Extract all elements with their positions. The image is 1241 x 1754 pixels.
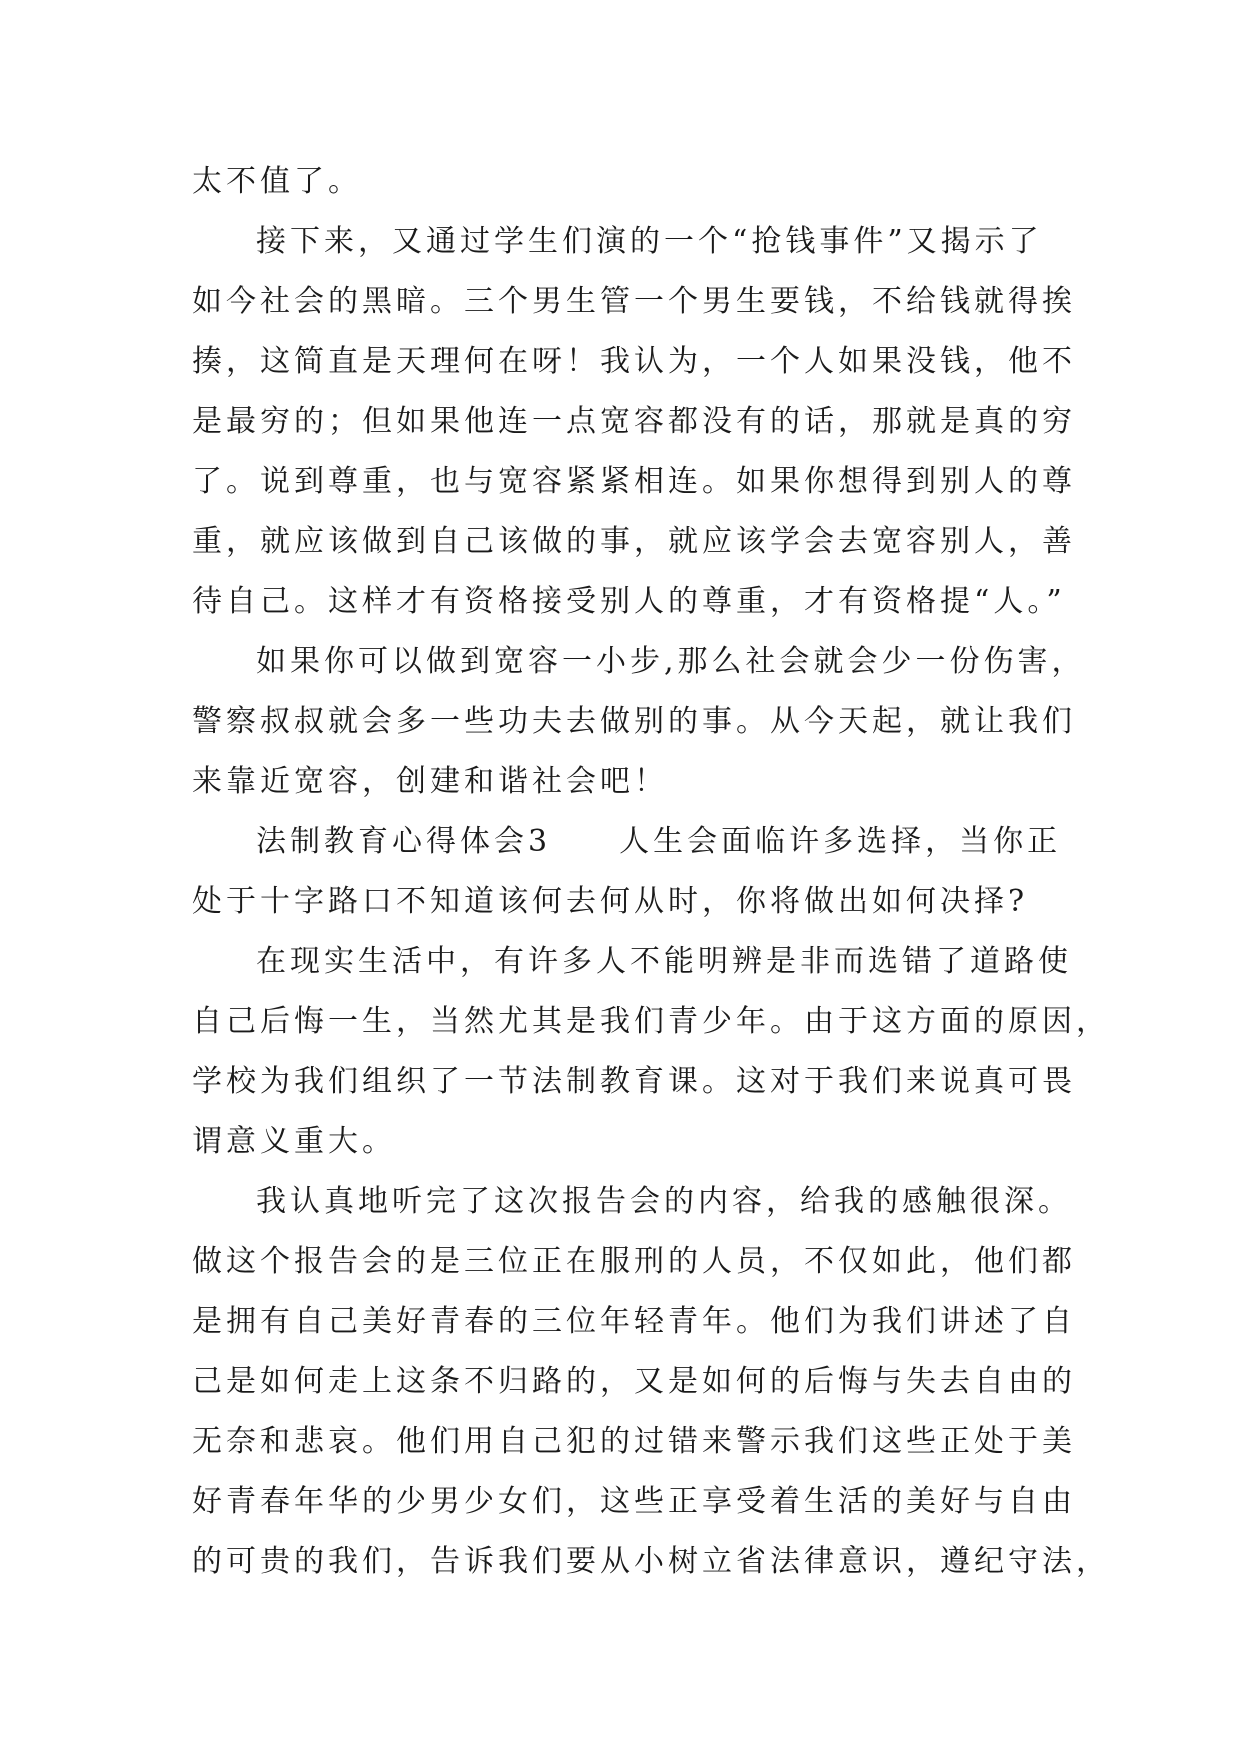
text-line: 自己后悔一生，当然尤其是我们青少年。由于这方面的原因，	[192, 1004, 1110, 1039]
text-line: 了。说到尊重，也与宽容紧紧相连。如果你想得到别人的尊	[192, 464, 1076, 499]
document-body	[192, 152, 1110, 1592]
text-line: 来靠近宽容，创建和谐社会吧！	[192, 764, 668, 799]
text-line: 是拥有自己美好青春的三位年轻青年。他们为我们讲述了自	[192, 1304, 1076, 1339]
text-line: 警察叔叔就会多一些功夫去做别的事。从今天起，就让我们	[192, 704, 1076, 739]
paragraph-start-line: 在现实生活中，有许多人不能明辨是非而选错了道路使	[256, 944, 1072, 979]
text-line: 揍，这简直是天理何在呀！我认为，一个人如果没钱，他不	[192, 344, 1076, 379]
text-line: 的可贵的我们，告诉我们要从小树立省法律意识，遵纪守法，	[192, 1544, 1110, 1579]
text-line: 己是如何走上这条不归路的，又是如何的后悔与失去自由的	[192, 1364, 1076, 1399]
text-line: 处于十字路口不知道该何去何从时，你将做出如何决择?	[192, 884, 1029, 919]
paragraph-start-line: 我认真地听完了这次报告会的内容，给我的感触很深。	[256, 1184, 1072, 1219]
text-line: 无奈和悲哀。他们用自己犯的过错来警示我们这些正处于美	[192, 1424, 1076, 1459]
text-line: 太不值了。	[192, 164, 362, 199]
text-line: 谓意义重大。	[192, 1124, 396, 1159]
paragraph-start-line: 接下来，又通过学生们演的一个“抢钱事件”又揭示了	[256, 224, 1043, 259]
text-line: 好青春年华的少男少女们，这些正享受着生活的美好与自由	[192, 1484, 1076, 1519]
text-line: 如今社会的黑暗。三个男生管一个男生要钱，不给钱就得挨	[192, 284, 1076, 319]
text-line: 重，就应该做到自己该做的事，就应该学会去宽容别人，善	[192, 524, 1076, 559]
section-heading-line: 法制教育心得体会3 人生会面临许多选择，当你正	[256, 824, 1062, 859]
paragraph-start-line: 如果你可以做到宽容一小步,那么社会就会少一份伤害，	[256, 644, 1086, 679]
text-line: 做这个报告会的是三位正在服刑的人员，不仅如此，他们都	[192, 1244, 1076, 1279]
text-line: 待自己。这样才有资格接受别人的尊重，才有资格提“人。”	[192, 584, 1066, 619]
text-line: 学校为我们组织了一节法制教育课。这对于我们来说真可畏	[192, 1064, 1076, 1099]
text-line: 是最穷的；但如果他连一点宽容都没有的话，那就是真的穷	[192, 404, 1076, 439]
